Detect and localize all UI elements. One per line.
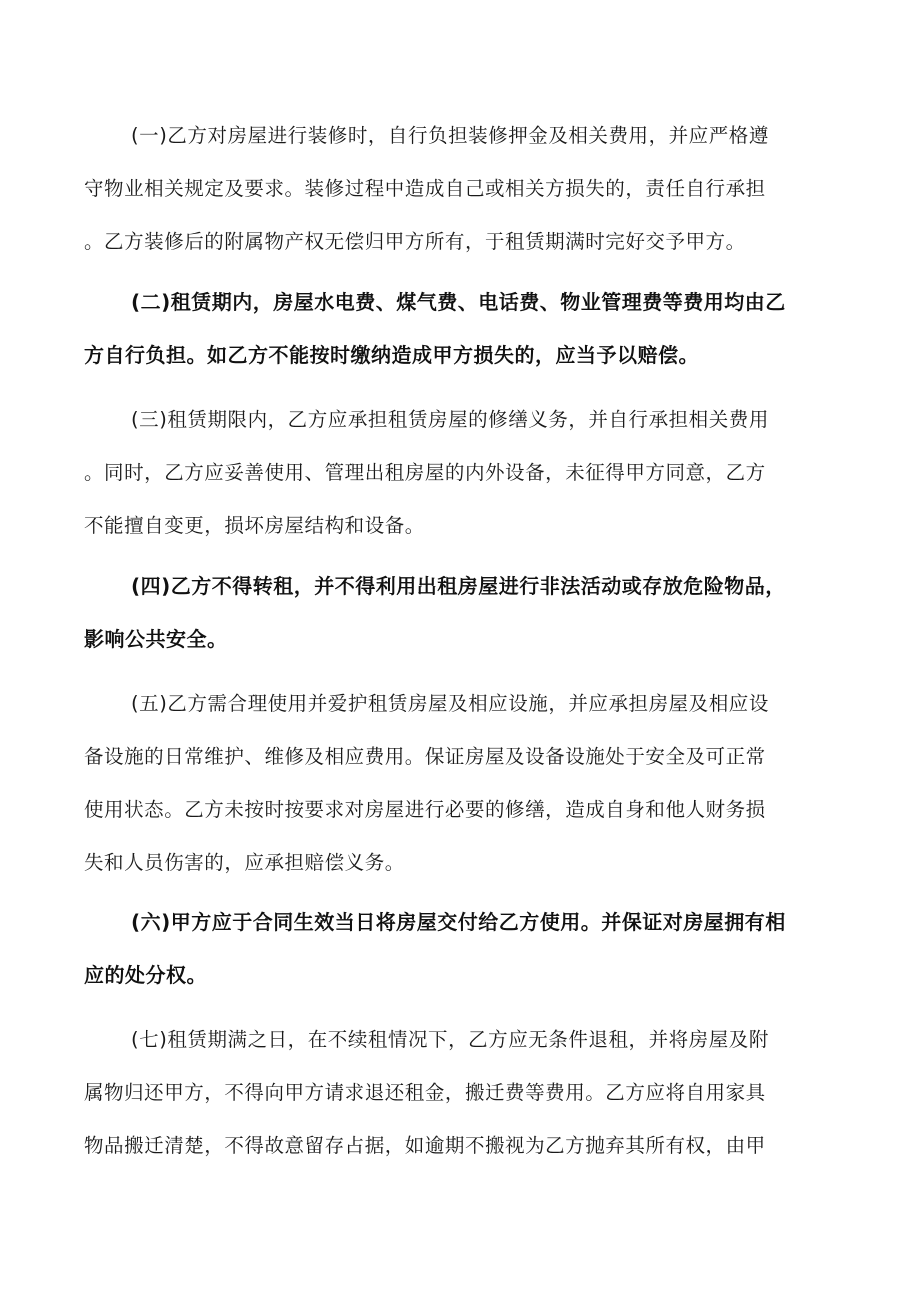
paragraph-line: (二)租赁期内，房屋水电费、煤气费、电话费、物业管理费等费用均由乙: [131, 290, 786, 314]
paragraph-line: 属物归还甲方，不得向甲方请求退还租金，搬迁费等费用。乙方应将自用家具: [84, 1081, 766, 1104]
paragraph-line: (六)甲方应于合同生效当日将房屋交付给乙方使用。并保证对房屋拥有相: [131, 910, 786, 934]
paragraph-line: 应的处分权。: [84, 963, 207, 987]
paragraph-line: 备设施的日常维护、维修及相应费用。保证房屋及设备设施处于安全及可正常: [84, 745, 766, 768]
paragraph-line: 。同时，乙方应妥善使用、管理出租房屋的内外设备，未征得甲方同意，乙方: [84, 461, 766, 484]
paragraph-line: (五)乙方需合理使用并爱护租赁房屋及相应设施，并应承担房屋及相应设: [131, 692, 769, 715]
paragraph-line: 使用状态。乙方未按时按要求对房屋进行必要的修缮，造成自身和他人财务损: [84, 798, 766, 821]
paragraph-line: (三)租赁期限内，乙方应承担租赁房屋的修缮义务，并自行承担相关费用: [131, 408, 769, 431]
paragraph-line: 影响公共安全。: [84, 627, 228, 651]
paragraph-line: 方自行负担。如乙方不能按时缴纳造成甲方损失的，应当予以赔偿。: [84, 343, 699, 367]
paragraph-3: [84, 393, 829, 552]
paragraph-line: (四)乙方不得转租，并不得利用出租房屋进行非法活动或存放危险物品，: [131, 574, 786, 598]
paragraph-line: (一)乙方对房屋进行装修时，自行负担装修押金及相关费用，并应严格遵: [131, 124, 769, 147]
paragraph-4: [84, 560, 829, 666]
paragraph-7: [84, 1013, 829, 1172]
paragraph-line: 物品搬迁清楚，不得故意留存占据，如逾期不搬视为乙方抛弃其所有权，由甲: [84, 1134, 766, 1157]
paragraph-6: [84, 896, 829, 1002]
paragraph-line: 失和人员伤害的，应承担赔偿义务。: [84, 851, 405, 874]
paragraph-line: (七)租赁期满之日，在不续租情况下，乙方应无条件退租，并将房屋及附: [131, 1028, 769, 1051]
paragraph-line: 守物业相关规定及要求。装修过程中造成自己或相关方损失的，责任自行承担: [84, 177, 766, 200]
paragraph-line: 不能擅自变更，损坏房屋结构和设备。: [84, 514, 425, 537]
paragraph-line: 。乙方装修后的附属物产权无偿归甲方所有，于租赁期满时完好交予甲方。: [84, 230, 746, 253]
paragraph-2: [84, 276, 829, 382]
paragraph-1: [84, 109, 829, 268]
paragraph-5: [84, 677, 829, 889]
